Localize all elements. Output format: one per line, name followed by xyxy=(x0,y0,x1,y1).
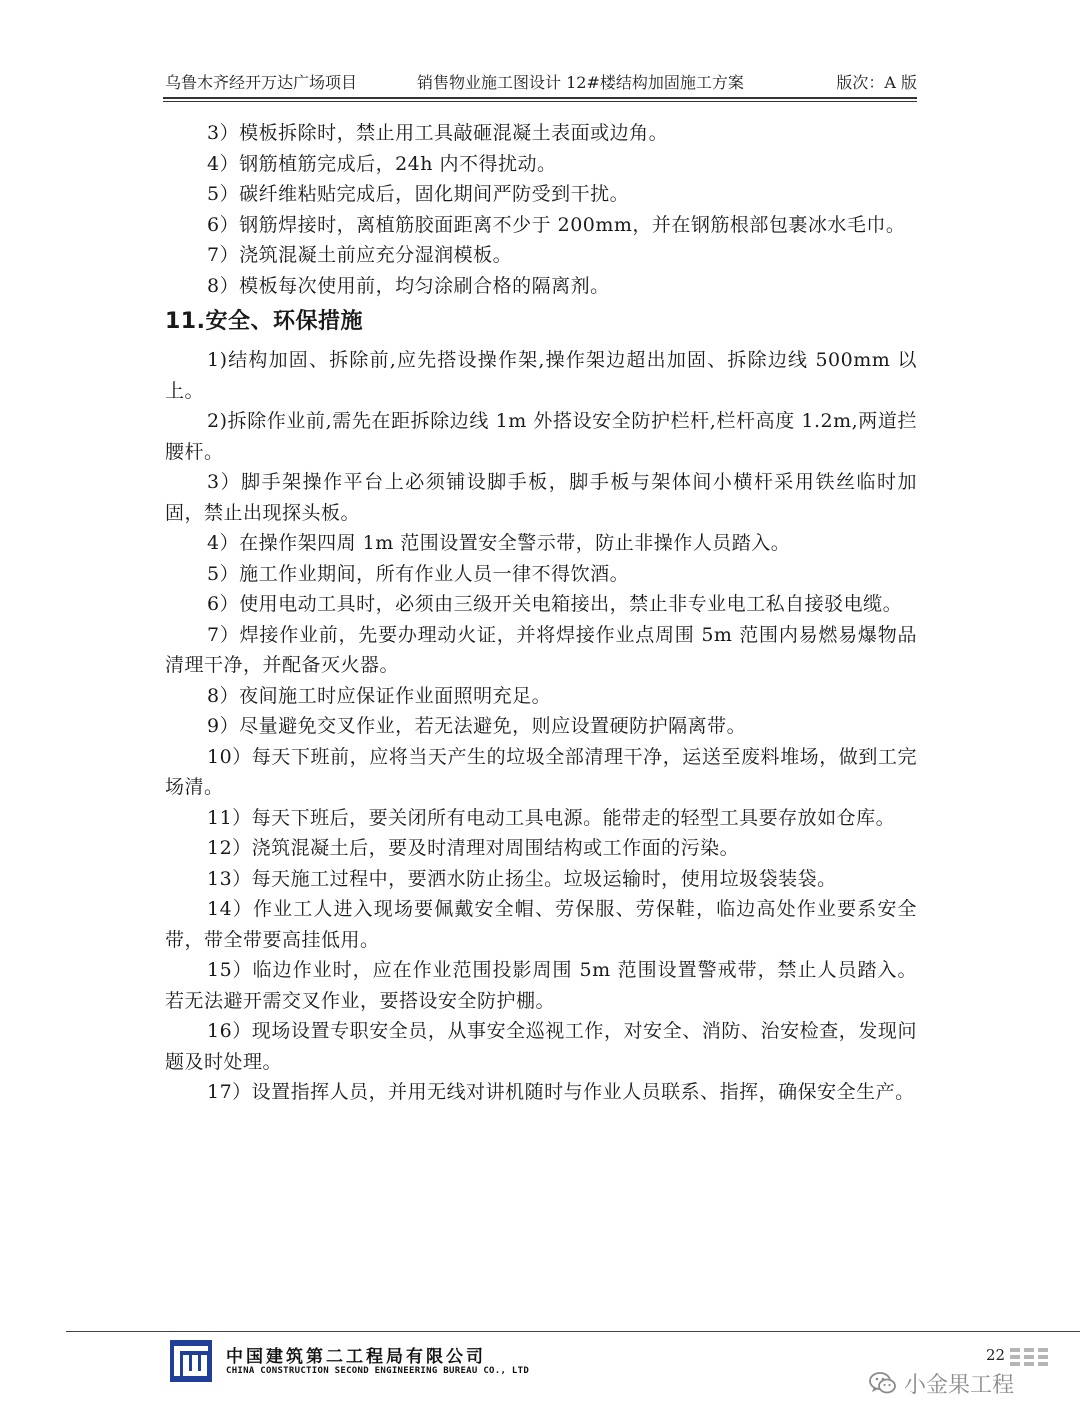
list-item: 3）脚手架操作平台上必须铺设脚手板，脚手板与架体间小横杆采用铁丝临时加固，禁止出现探头板。 xyxy=(165,471,917,524)
company-name-en: CHINA CONSTRUCTION SECOND ENGINEERING BUREAU CO., LTD xyxy=(226,1366,530,1376)
list-item: 10）每天下班前，应将当天产生的垃圾全部清理干净，运送至废料堆场，做到工完场清。 xyxy=(165,745,917,798)
list-item: 5）施工作业期间，所有作业人员一律不得饮酒。 xyxy=(207,562,630,585)
header-project: 乌鲁木齐经开万达广场项目 xyxy=(165,73,358,92)
list-item: 4）在操作架四周 1m 范围设置安全警示带，防止非操作人员踏入。 xyxy=(207,532,791,554)
wechat-icon xyxy=(868,1368,898,1398)
list-item: 8）夜间施工时应保证作业面照明充足。 xyxy=(207,684,552,707)
list-item: 12）浇筑混凝土后，要及时清理对周围结构或工作面的污染。 xyxy=(207,837,740,859)
list-item: 16）现场设置专职安全员，从事安全巡视工作，对安全、消防、治安检查，发现问题及时处理。 xyxy=(165,1020,917,1073)
header-rule-thin xyxy=(163,101,917,102)
document-body xyxy=(165,118,917,1108)
watermark xyxy=(868,1368,1014,1398)
list-item: 13）每天施工过程中，要洒水防止扬尘。垃圾运输时，使用垃圾袋装袋。 xyxy=(207,867,837,890)
list-item: 8）模板每次使用前，均匀涂刷合格的隔离剂。 xyxy=(207,274,610,297)
list-item: 3）模板拆除时，禁止用工具敲砸混凝土表面或边角。 xyxy=(207,122,669,144)
list-item: 6）使用电动工具时，必须由三级开关电箱接出，禁止非专业电工私自接驳电缆。 xyxy=(207,593,903,615)
list-item: 14）作业工人进入现场要佩戴安全帽、劳保服、劳保鞋，临边高处作业要系安全带，带全带要高挂低用。 xyxy=(165,898,917,951)
footer-rule xyxy=(66,1331,1080,1332)
list-item: 1)结构加固、拆除前,应先搭设操作架,操作架边超出加固、拆除边线 500mm 以上。 xyxy=(165,349,917,402)
section-title: 11.安全、环保措施 xyxy=(165,309,363,334)
page-header xyxy=(165,70,917,94)
list-item: 7）焊接作业前，先要办理动火证，并将焊接作业点周围 5m 范围内易燃易爆物品清理干净，并配备灭火器。 xyxy=(165,623,917,676)
list-item: 4）钢筋植筋完成后，24h 内不得扰动。 xyxy=(207,152,557,175)
page-number: 22 xyxy=(986,1346,1006,1364)
list-item: 7）浇筑混凝土前应充分湿润模板。 xyxy=(207,244,513,266)
company-name: 中国建筑第二工程局有限公司 xyxy=(226,1347,486,1367)
list-item: 5）碳纤维粘贴完成后，固化期间严防受到干扰。 xyxy=(207,183,630,205)
header-rule xyxy=(163,97,917,99)
list-item: 11）每天下班后，要关闭所有电动工具电源。能带走的轻型工具要存放如仓库。 xyxy=(207,806,896,829)
watermark-text: 小金果工程 xyxy=(904,1372,1015,1398)
list-item: 17）设置指挥人员，并用无线对讲机随时与作业人员联系、指挥，确保安全生产。 xyxy=(207,1081,915,1103)
header-document-title: 销售物业施工图设计 12#楼结构加固施工方案 xyxy=(417,73,744,92)
header-version: 版次：A 版 xyxy=(836,73,917,92)
list-item: 9）尽量避免交叉作业，若无法避免，则应设置硬防护隔离带。 xyxy=(207,715,747,737)
list-item: 6）钢筋焊接时，离植筋胶面距离不少于 200mm，并在钢筋根部包裹冰水毛巾。 xyxy=(207,213,906,236)
cscec-logo-icon xyxy=(170,1340,212,1382)
list-item: 15）临边作业时，应在作业范围投影周围 5m 范围设置警戒带，禁止人员踏入。若无法避开需交叉作业，要搭设安全防护棚。 xyxy=(165,959,917,1012)
list-item: 2)拆除作业前,需先在距拆除边线 1m 外搭设安全防护栏杆,栏杆高度 1.2m,两道拦腰杆。 xyxy=(165,410,917,463)
watermark-decoration-icon xyxy=(1008,1346,1052,1368)
